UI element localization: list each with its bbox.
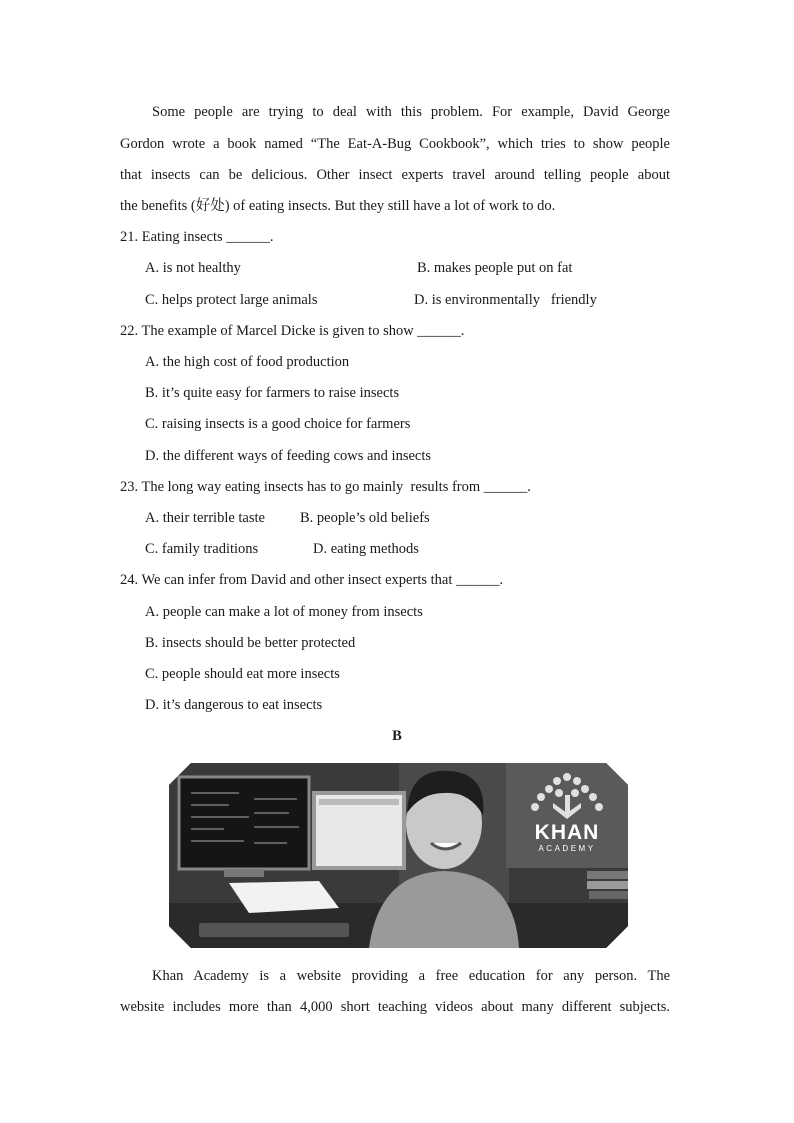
question-21-option-b: B. makes people put on fat: [417, 260, 573, 276]
question-22-option-d: D. the different ways of feeding cows and insects: [145, 448, 432, 464]
question-24-option-c: C. people should eat more insects: [145, 666, 340, 682]
khan-logo-title: KHAN: [534, 821, 600, 844]
question-24-stem: 24. We can infer from David and other insect experts that ______.: [120, 572, 504, 588]
question-23-option-d: D. eating methods: [313, 541, 419, 557]
khan-logo-text: [506, 822, 628, 854]
khan-academy-photo: [169, 763, 628, 948]
question-21-option-d: D. is environmentally friendly: [414, 292, 597, 308]
question-23-option-b: B. people’s old beliefs: [300, 510, 430, 526]
section-b-line-1: Khan Academy is a website providing a free education for any person. The: [152, 968, 670, 984]
khan-logo-subtitle: ACADEMY: [538, 844, 596, 853]
passage-a-line-3: that insects can be delicious. Other insect experts travel around telling people about: [120, 167, 670, 183]
section-b-heading: B: [392, 728, 402, 744]
question-22-option-b: B. it’s quite easy for farmers to raise insects: [145, 385, 400, 401]
question-24-option-a: A. people can make a lot of money from insects: [145, 604, 423, 620]
question-21-option-c: C. helps protect large animals: [145, 292, 318, 308]
question-24-option-b: B. insects should be better protected: [145, 635, 356, 651]
passage-a-line-4: the benefits (好处) of eating insects. But they still have a lot of work to do.: [120, 198, 556, 214]
question-22-option-c: C. raising insects is a good choice for farmers: [145, 416, 411, 432]
question-23-stem: 23. The long way eating insects has to go mainly results from ______.: [120, 479, 531, 495]
left-monitor: [179, 777, 309, 869]
question-23-option-a: A. their terrible taste: [145, 510, 265, 526]
keyboard: [199, 923, 349, 937]
question-21-stem: 21. Eating insects ______.: [120, 229, 274, 245]
question-21-option-a: A. is not healthy: [145, 260, 241, 276]
section-b-line-2: website includes more than 4,000 short teaching videos about many different subjects.: [120, 999, 670, 1015]
photo-illustration: [169, 763, 628, 948]
question-23-option-c: C. family traditions: [145, 541, 259, 557]
question-24-option-d: D. it’s dangerous to eat insects: [145, 697, 323, 713]
question-22-stem: 22. The example of Marcel Dicke is given to show ______.: [120, 323, 465, 339]
passage-a-line-1: Some people are trying to deal with this problem. For example, David George: [152, 104, 670, 120]
passage-a-line-2: Gordon wrote a book named “The Eat-A-Bug Cookbook”, which tries to show people: [120, 136, 670, 152]
question-22-option-a: A. the high cost of food production: [145, 354, 350, 370]
